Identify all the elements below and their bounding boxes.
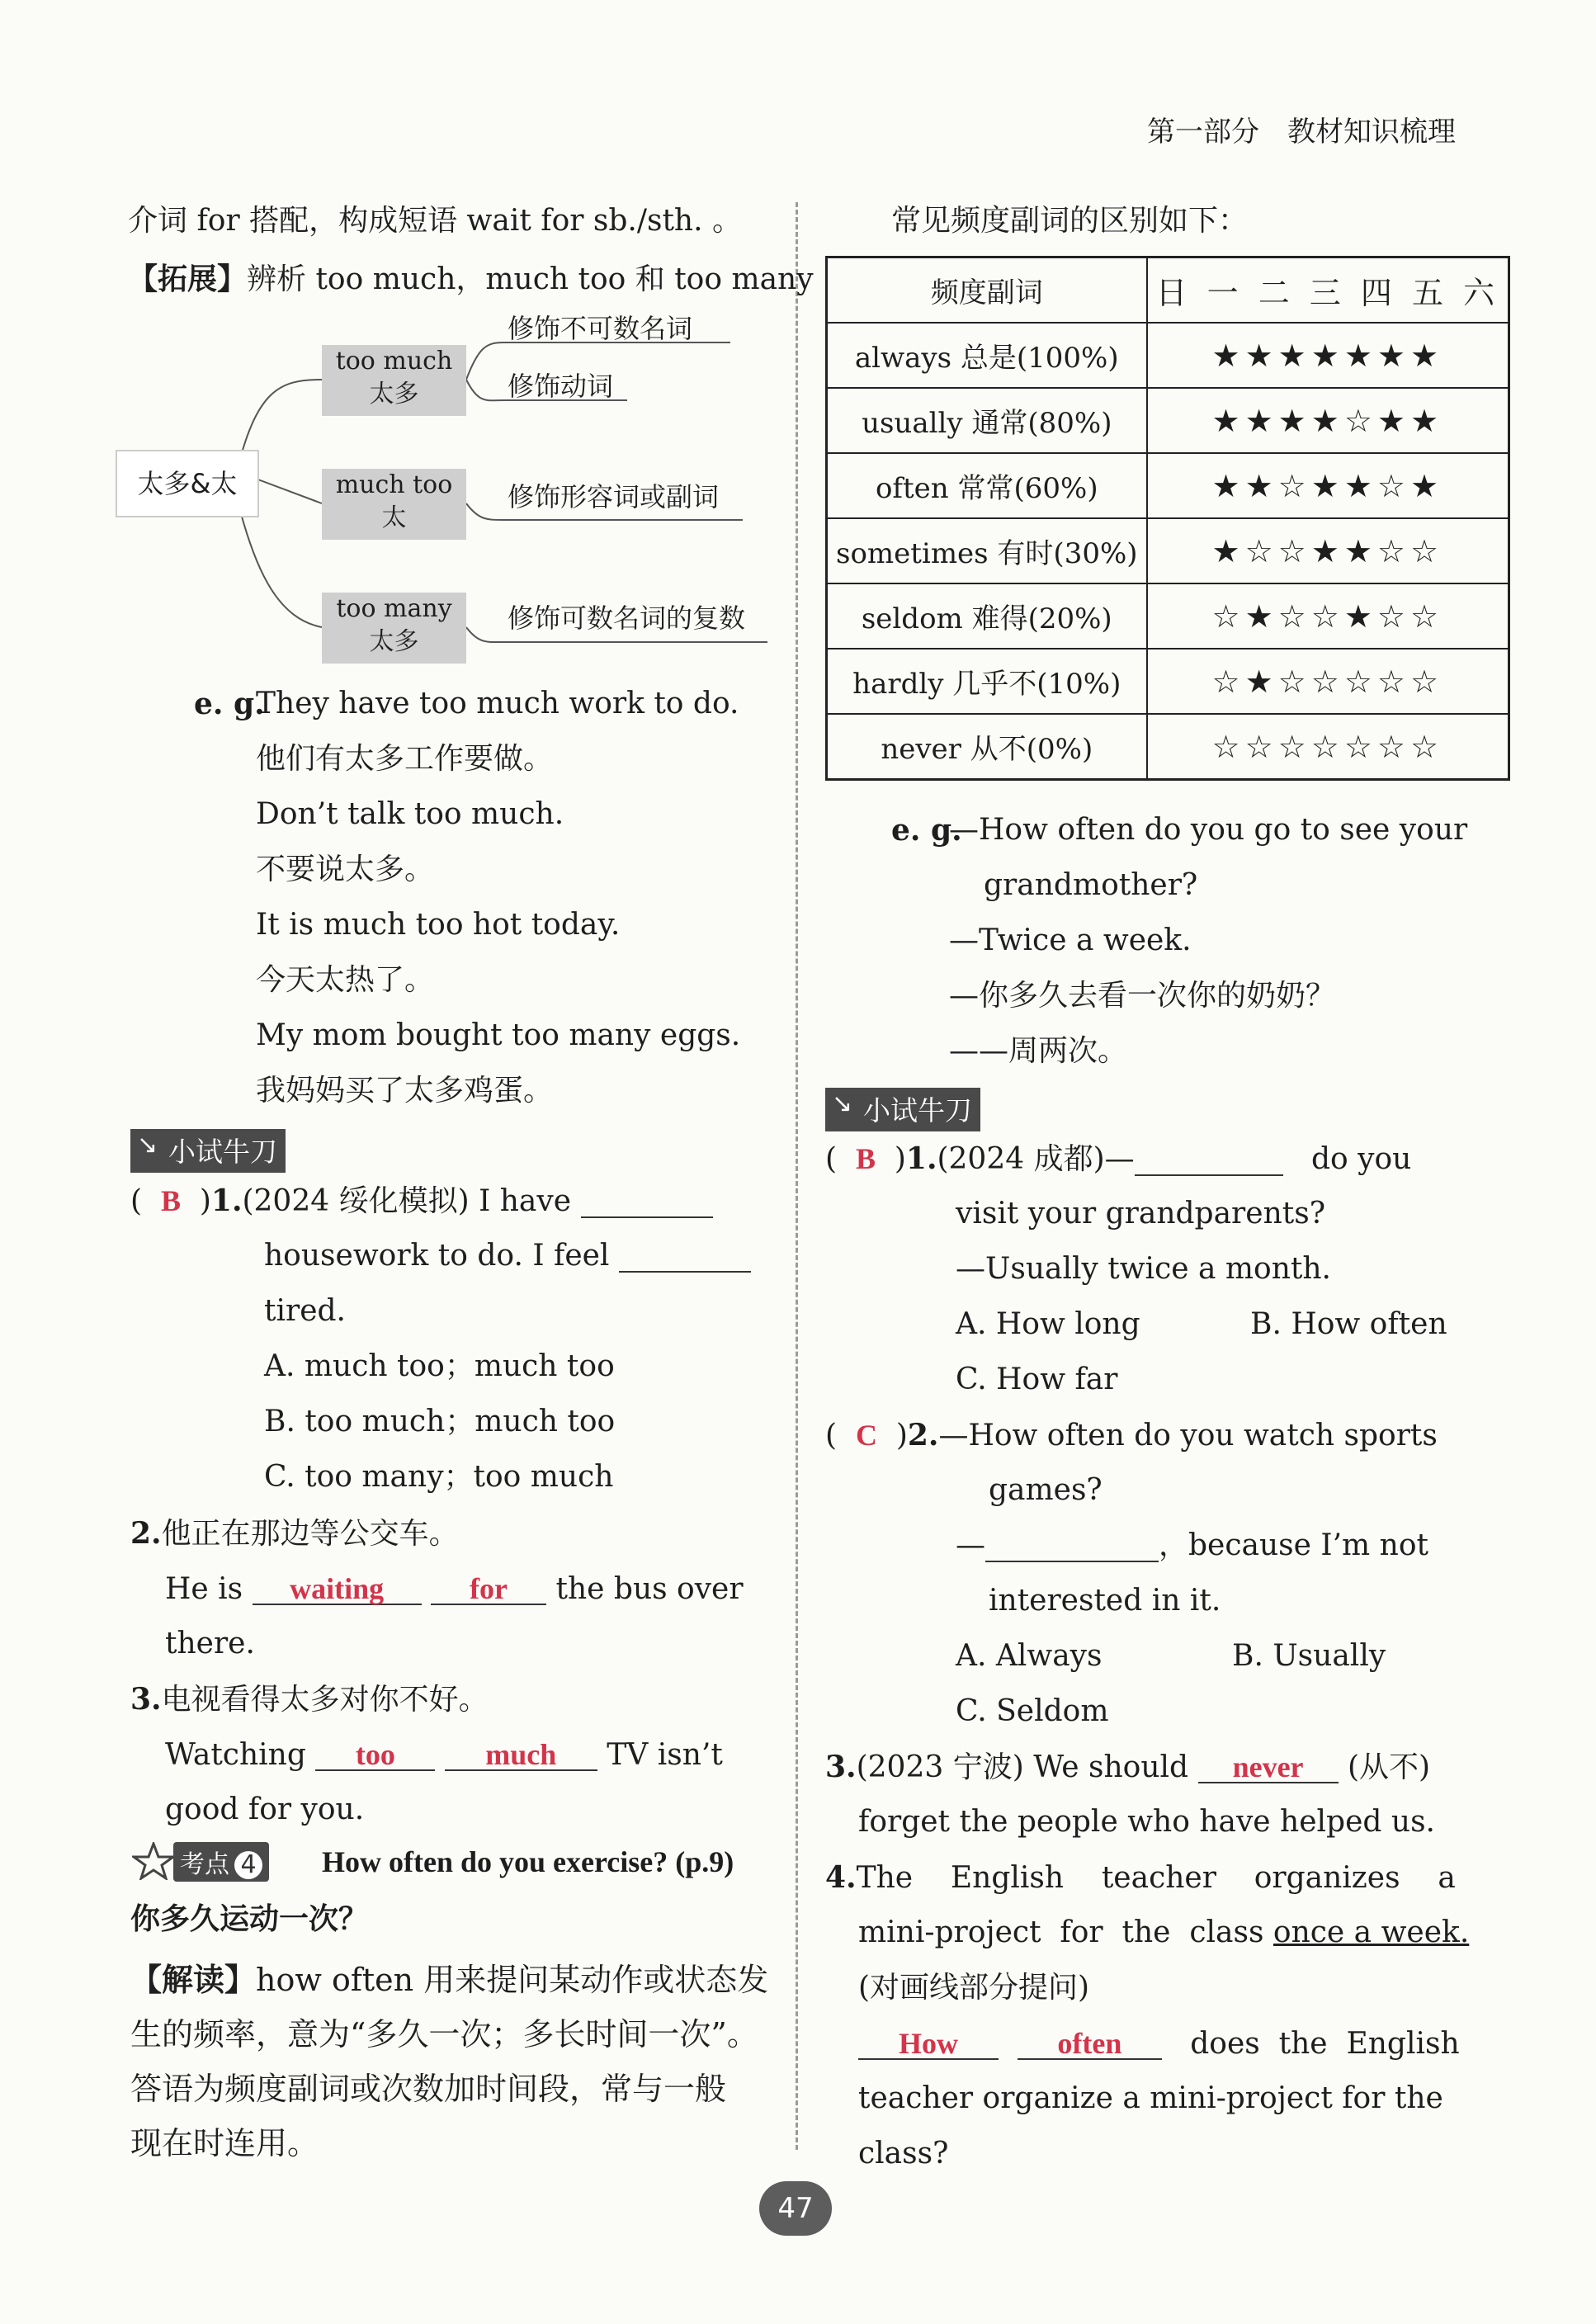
left-q3-en: [165, 1740, 723, 1771]
q-text: (2023 宁波) We should: [856, 1750, 1189, 1784]
right-q4-line1: [825, 1860, 1456, 1895]
practice-tag-left: [130, 1129, 286, 1173]
arrow-icon: ↘: [832, 1089, 853, 1118]
example-line: 我妈妈买了太多鸡蛋。: [256, 1074, 554, 1108]
answer-blank[interactable]: for: [431, 1574, 546, 1605]
table-row: [827, 649, 1509, 714]
node-en: too many: [336, 594, 452, 623]
intro-text: 介词 for 搭配，构成短语 wait for sb./sth. 。: [128, 204, 742, 238]
option-c[interactable]: C. Seldom: [956, 1694, 1109, 1728]
table-title: 常见频度副词的区别如下：: [891, 204, 1249, 238]
node-zh: 太多: [369, 380, 419, 409]
left-q1-line3: tired.: [264, 1294, 346, 1328]
table-header-row: [827, 257, 1509, 324]
table-row: [827, 714, 1509, 780]
answer: B: [855, 1142, 876, 1175]
example-line: 他们有太多工作要做。: [256, 742, 554, 776]
example-line: They have too much work to do.: [256, 687, 739, 720]
left-q2-zh: [130, 1516, 459, 1551]
explain-text: how often 用来提问某动作或状态发: [256, 1962, 769, 1998]
page-header: 第一部分 教材知识梳理: [1147, 116, 1456, 149]
practice-tag-right: [825, 1088, 980, 1131]
kaodian-label: 考点: [180, 1850, 229, 1879]
option-c[interactable]: C. too many；too much: [264, 1460, 614, 1494]
left-q1-line1: ( B )1.(2024 绥化模拟) I have: [130, 1186, 713, 1218]
left-q2-en: [165, 1574, 744, 1605]
node-en: too much: [335, 347, 453, 376]
right-q1-line3: —Usually twice a month.: [956, 1252, 1331, 1286]
q-text: He is: [165, 1572, 243, 1606]
qnum: 3.: [130, 1682, 162, 1717]
explain-line: 答语为频度副词或次数加时间段，常与一般: [130, 2071, 727, 2107]
mindmap-use: 修饰动词: [508, 371, 614, 402]
table-cell: seldom 难得(20%): [827, 583, 1147, 649]
q-text: 电视看得太多对你不好。: [161, 1683, 489, 1717]
expand-text: 辨析 too much，much too 和 too many: [247, 262, 814, 296]
table-cell-stars: ☆★☆☆★☆☆: [1147, 583, 1509, 649]
answer-blank[interactable]: How: [858, 2029, 999, 2060]
answer-blank[interactable]: never: [1198, 1752, 1339, 1783]
example-line: It is much too hot today.: [256, 908, 621, 942]
right-q1-line2: visit your grandparents?: [956, 1197, 1325, 1230]
q-text: Watching: [165, 1738, 306, 1772]
q-text: —How often do you watch sports: [938, 1419, 1438, 1452]
node-en: much too: [335, 470, 453, 499]
table-row: [827, 583, 1509, 649]
answer-blank[interactable]: much: [445, 1740, 597, 1771]
q-text: 他正在那边等公交车。: [161, 1517, 459, 1551]
q-text: (2024 绥化模拟) I have: [242, 1184, 572, 1218]
left-q2-end: there.: [165, 1627, 255, 1660]
table-row: [827, 323, 1509, 388]
option-c[interactable]: C. How far: [956, 1363, 1118, 1396]
column-divider: [796, 202, 798, 2150]
eg-line: —你多久去看一次你的奶奶？: [949, 979, 1336, 1013]
answer-blank[interactable]: waiting: [253, 1574, 422, 1605]
arrow-icon: ↘: [137, 1131, 158, 1160]
right-q4-line3: (对画线部分提问): [858, 1971, 1090, 2005]
eg-label: e. g.: [194, 687, 265, 721]
answer: C: [855, 1419, 877, 1452]
option-b[interactable]: B. Usually: [1232, 1639, 1386, 1673]
blank[interactable]: [1135, 1145, 1283, 1176]
table-row: [827, 453, 1509, 518]
q-text: The English teacher organizes a: [856, 1861, 1456, 1895]
mindmap-node-much-too: [322, 469, 466, 540]
tag-label: 小试牛刀: [863, 1094, 972, 1127]
underlined-phrase: once a week.: [1273, 1915, 1470, 1949]
left-q3-end: good for you.: [165, 1793, 365, 1826]
q-text: TV isn’t: [607, 1738, 723, 1772]
qnum: 1.: [210, 1183, 243, 1218]
table-head-cell: 频度副词: [827, 257, 1147, 324]
right-q3-line1: [825, 1752, 1430, 1783]
q-text: the bus over: [555, 1572, 744, 1606]
option-b[interactable]: B. too much；much too: [264, 1405, 616, 1438]
table-cell-stars: ★★☆★★☆★: [1147, 453, 1509, 518]
kaodian-title: How often do you exercise? (p.9): [322, 1845, 734, 1878]
mindmap-node-too-much: [322, 345, 466, 416]
expand-line: [128, 264, 814, 295]
explain-line: [130, 1961, 769, 1998]
q-text: does the English: [1190, 2027, 1460, 2061]
qnum: 2.: [907, 1418, 939, 1452]
mindmap-root: 太多&太: [116, 450, 259, 517]
mindmap-use: 修饰可数名词的复数: [508, 602, 746, 634]
option-b[interactable]: B. How often: [1250, 1307, 1447, 1341]
example-line: 不要说太多。: [256, 853, 435, 886]
node-zh: 太多: [369, 627, 419, 656]
right-q2-line3: — ，because I’m not: [956, 1528, 1428, 1562]
table-cell-stars: ★★★★★★★: [1147, 323, 1509, 388]
table-head-cell: 日 一 二 三 四 五 六: [1147, 257, 1509, 324]
table-row: [827, 388, 1509, 453]
option-a[interactable]: A. Always: [956, 1639, 1103, 1673]
table-cell: always 总是(100%): [827, 323, 1147, 388]
right-q2-line1: ( C )2.—How often do you watch sports: [825, 1418, 1438, 1452]
right-q4-line5: teacher organize a mini-project for the: [858, 2081, 1443, 2115]
eg-line: —Twice a week.: [949, 923, 1192, 957]
answer-blank[interactable]: often: [1018, 2029, 1162, 2060]
blank[interactable]: [985, 1531, 1159, 1562]
example-line: My mom bought too many eggs.: [256, 1018, 741, 1052]
mindmap-node-too-many: [322, 593, 466, 664]
q-text: mini-project for the class: [858, 1915, 1264, 1949]
eg-line: —How often do you go to see your: [949, 813, 1468, 847]
expand-label: 【拓展】: [128, 262, 248, 296]
qnum: 2.: [130, 1516, 162, 1551]
right-q4-line2: [858, 1915, 1470, 1949]
q-text: ，because I’m not: [1159, 1528, 1428, 1562]
qnum: 4.: [825, 1860, 857, 1895]
right-q3-line2: forget the people who have helped us.: [858, 1805, 1435, 1839]
table-row: [827, 518, 1509, 583]
q-text: (从不): [1348, 1750, 1431, 1784]
right-q4-line4: [858, 2029, 1460, 2060]
q-text: do you: [1310, 1142, 1412, 1176]
table-cell-stars: ★☆☆★★☆☆: [1147, 518, 1509, 583]
table-cell: usually 通常(80%): [827, 388, 1147, 453]
mindmap-use: 修饰形容词或副词: [508, 481, 720, 513]
kaodian-badge: [173, 1842, 269, 1882]
table-cell-stars: ☆★☆☆☆☆☆: [1147, 649, 1509, 714]
example-line: Don’t talk too much.: [256, 797, 564, 831]
left-q3-zh: [130, 1684, 489, 1715]
table-cell: never 从不(0%): [827, 714, 1147, 780]
explain-line: 现在时连用。: [130, 2125, 319, 2161]
table-cell: hardly 几乎不(10%): [827, 649, 1147, 714]
qnum: 3.: [825, 1750, 857, 1784]
answer: B: [160, 1184, 181, 1217]
mindmap-use: 修饰不可数名词: [508, 313, 693, 344]
table-cell-stars: ★★★★☆★★: [1147, 388, 1509, 453]
right-q2-line4: interested in it.: [989, 1584, 1221, 1618]
tag-label: 小试牛刀: [168, 1136, 277, 1168]
node-zh: 太: [381, 503, 407, 532]
option-a[interactable]: A. much too；much too: [264, 1349, 615, 1383]
kaodian-num: 4: [234, 1851, 262, 1879]
q-text: (2024 成都)—: [937, 1142, 1135, 1176]
qnum: 1.: [905, 1141, 937, 1176]
blank[interactable]: [619, 1241, 751, 1273]
table-cell-stars: ☆☆☆☆☆☆☆: [1147, 714, 1509, 780]
explain-line: 生的频率，意为“多久一次；多长时间一次”。: [130, 2016, 758, 2052]
page-number: 47: [759, 2181, 832, 2236]
q-text: housework to do. I feel: [264, 1239, 610, 1273]
explain-label: 【解读】: [130, 1961, 257, 1998]
table-cell: sometimes 有时(30%): [827, 518, 1147, 583]
option-a[interactable]: A. How long: [956, 1307, 1140, 1341]
left-q1-line2: [264, 1241, 751, 1273]
eg-line: grandmother?: [984, 868, 1198, 902]
eg-label: e. g.: [891, 813, 962, 848]
blank[interactable]: [581, 1187, 713, 1218]
right-q4-line6: class?: [858, 2137, 949, 2170]
frequency-table: [825, 256, 1510, 781]
table-cell: often 常常(60%): [827, 453, 1147, 518]
answer-blank[interactable]: too: [315, 1740, 435, 1771]
kaodian-zh: 你多久运动一次？: [130, 1902, 369, 1936]
right-q1-line1: ( B )1.(2024 成都)— do you: [825, 1141, 1412, 1176]
right-q2-line2: games?: [989, 1473, 1103, 1507]
example-line: 今天太热了。: [256, 963, 435, 997]
eg-line: ——周两次。: [949, 1034, 1128, 1068]
